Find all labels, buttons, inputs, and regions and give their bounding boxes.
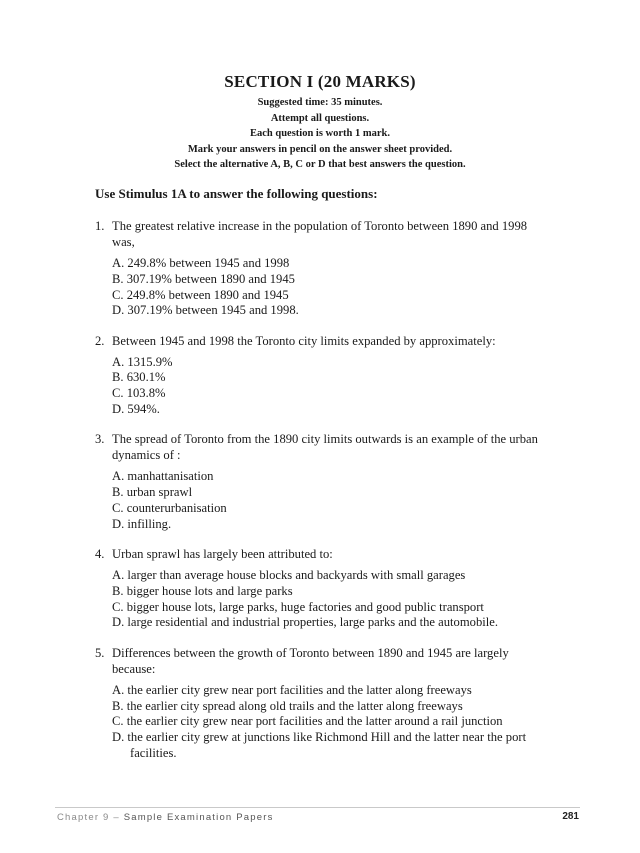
answer-option-c: C. 103.8% [112, 386, 166, 401]
instruction-line: Each question is worth 1 mark. [249, 128, 390, 140]
instruction-line: Attempt all questions. [270, 112, 370, 124]
answer-option-a: A. 1315.9% [112, 354, 173, 369]
answer-option-c: C. 249.8% between 1890 and 1945 [112, 287, 289, 302]
question-stem: The greatest relative increase in the population of Toronto between 1890 and 1998 was, [112, 219, 528, 249]
answer-option-b: B. the earlier city spread along old trails and the latter along freeways [112, 698, 463, 713]
instruction-line: Select the alternative A, B, C or D that best answers the question. [174, 159, 466, 171]
answer-options [112, 683, 557, 762]
answer-options [112, 256, 557, 319]
question-4 [0, 546, 640, 631]
footer-chapter: Chapter 9 – [57, 812, 120, 823]
answer-option-c: C. the earlier city grew near port facilities and the latter around a rail junction [112, 714, 503, 729]
question-number: 5. [95, 645, 105, 660]
answer-option-a: A. 249.8% between 1945 and 1998 [112, 256, 290, 270]
answer-option-b: B. 307.19% between 1890 and 1945 [112, 271, 295, 286]
question-stem: The spread of Toronto from the 1890 city limits outwards is an example of the urban dynamics of : [112, 432, 538, 463]
question-stem: Differences between the growth of Toronto between 1890 and 1945 are largely because: [112, 645, 509, 676]
instruction-line: Suggested time: 35 minutes. [257, 97, 383, 108]
answer-option-a: A. the earlier city grew near port facilities and the latter along freeways [112, 682, 472, 697]
running-footer [57, 812, 274, 823]
answer-options [112, 469, 557, 532]
answer-option-d: D. infilling. [112, 516, 172, 531]
question-number: 4. [95, 547, 105, 562]
answer-option-a: A. larger than average house blocks and backyards with small garages [112, 568, 466, 583]
answer-option-b: B. 630.1% [112, 370, 166, 385]
question-list [0, 218, 640, 775]
question-number: 1. [95, 219, 105, 233]
instructions-block [0, 95, 640, 173]
section-title: SECTION I (20 MARKS) [224, 72, 416, 91]
footer-title: Sample Examination Papers [123, 812, 274, 823]
stimulus-heading: Use Stimulus 1A to answer the following questions: [95, 186, 378, 201]
question-stem: Between 1945 and 1998 the Toronto city limits expanded by approximately: [112, 333, 496, 348]
answer-option-c: C. bigger house lots, large parks, huge factories and good public transport [112, 599, 484, 614]
answer-option-d: D. large residential and industrial properties, large parks and the automobile. [112, 615, 498, 630]
answer-option-b: B. bigger house lots and large parks [112, 583, 293, 598]
question-stem: Urban sprawl has largely been attributed to: [112, 547, 333, 562]
answer-option-c: C. counterurbanisation [112, 500, 227, 515]
answer-options [112, 568, 557, 631]
question-3 [0, 431, 640, 532]
question-1 [0, 218, 640, 319]
question-5 [0, 645, 640, 762]
footer-divider [55, 807, 580, 808]
answer-option-b: B. urban sprawl [112, 485, 193, 500]
answer-option-a: A. manhattanisation [112, 469, 214, 484]
question-number: 3. [95, 432, 105, 447]
answer-option-d: D. 307.19% between 1945 and 1998. [112, 303, 299, 318]
answer-option-d: D. the earlier city grew at junctions like Richmond Hill and the latter near the port facilities. [112, 730, 527, 760]
question-number: 2. [95, 333, 105, 348]
page-number: 281 [562, 811, 579, 822]
instruction-line: Mark your answers in pencil on the answer sheet provided. [187, 143, 453, 155]
answer-options [112, 355, 557, 418]
question-2 [0, 333, 640, 418]
answer-option-d: D. 594%. [112, 402, 160, 417]
